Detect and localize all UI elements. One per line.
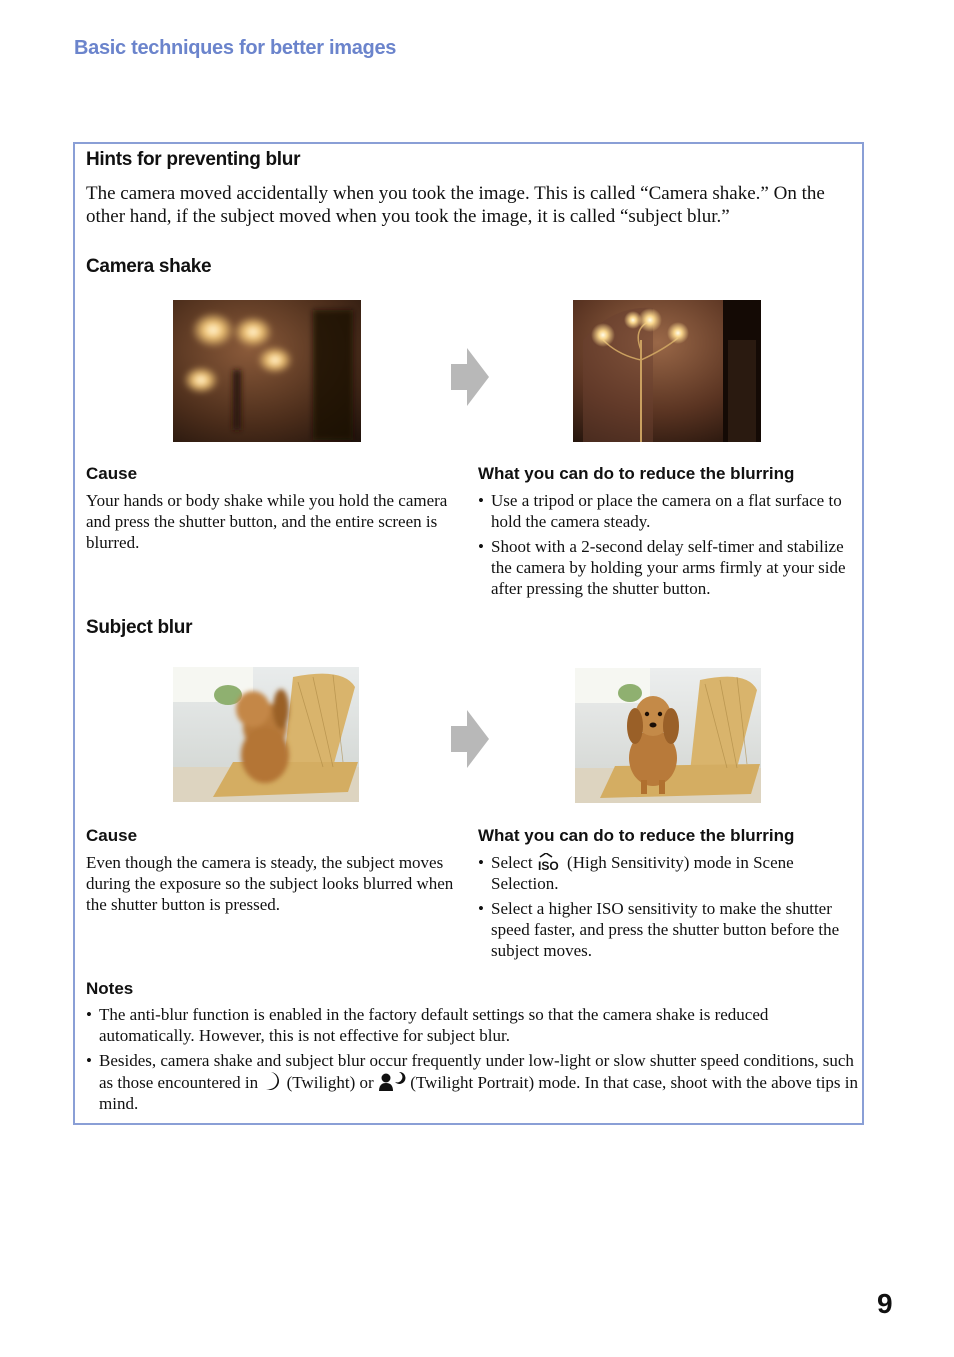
- intro-paragraph: The camera moved accidentally when you took the image. This is called “Camera shake.” On the other hand, if the subject moved when you took the image, it is called “subject blur.”: [86, 183, 825, 227]
- hints-box: [73, 142, 864, 1125]
- list-item: • Use a tripod or place the camera on a flat surface to hold the camera steady.: [478, 490, 856, 532]
- camera-shake-sharp-photo: [573, 300, 761, 442]
- list-item: • The anti-blur function is enabled in the factory default settings so that the camera shake is reduced automatically. However, this is not effective for subject blur.: [86, 1004, 858, 1046]
- page-header: Basic techniques for better images: [74, 37, 397, 59]
- list-item: • Select a higher ISO sensitivity to make the shutter speed faster, and press the shutter button before the subject moves.: [478, 898, 856, 961]
- twilight-portrait-icon: [378, 1071, 406, 1091]
- subject-blur-heading: Subject blur: [86, 617, 193, 638]
- notes-list: [86, 1004, 858, 1118]
- list-item: • Shoot with a 2-second delay self-timer and stabilize the camera by holding your arms firmly at your side after pressing the shutter button.: [478, 536, 856, 599]
- list-item: • Select ISO (High Sensitivity) mode in Scene Selection.: [478, 852, 856, 894]
- subject-blur-remedy-heading: What you can do to reduce the blurring: [478, 826, 795, 845]
- camera-shake-cause-heading: Cause: [86, 464, 138, 483]
- section-title: Hints for preventing blur: [86, 149, 301, 170]
- twilight-moon-icon: [262, 1071, 282, 1091]
- subject-blur-blurred-photo: [173, 667, 359, 802]
- subject-blur-cause-text: Even though the camera is steady, the subject moves during the exposure so the subject looks blurred when the shutter button is pressed.: [86, 853, 454, 914]
- next-arrow-icon: [449, 346, 491, 408]
- page-number: 9: [877, 1288, 893, 1319]
- high-sensitivity-iso-icon: [537, 853, 563, 871]
- notes-heading: Notes: [86, 979, 134, 998]
- camera-shake-remedy-heading: What you can do to reduce the blurring: [478, 464, 795, 483]
- subject-blur-cause-heading: Cause: [86, 826, 138, 845]
- list-item: • Besides, camera shake and subject blur occur frequently under low-light or slow shutter speed conditions, such as those encountered in (Twilight) or (Twilight Portrait) mode. In that case, shoot with the above tips in mind.: [86, 1050, 858, 1114]
- svg-text:ISO: ISO: [537, 859, 559, 871]
- subject-blur-remedy-list: [478, 852, 856, 965]
- camera-shake-heading: Camera shake: [86, 256, 212, 277]
- camera-shake-remedy-list: [478, 490, 856, 603]
- subject-blur-sharp-photo: [575, 668, 761, 803]
- camera-shake-cause-text: Your hands or body shake while you hold the camera and press the shutter button, and the entire screen is blurred.: [86, 491, 448, 552]
- camera-shake-blurred-photo: [173, 300, 361, 442]
- next-arrow-icon: [449, 708, 491, 770]
